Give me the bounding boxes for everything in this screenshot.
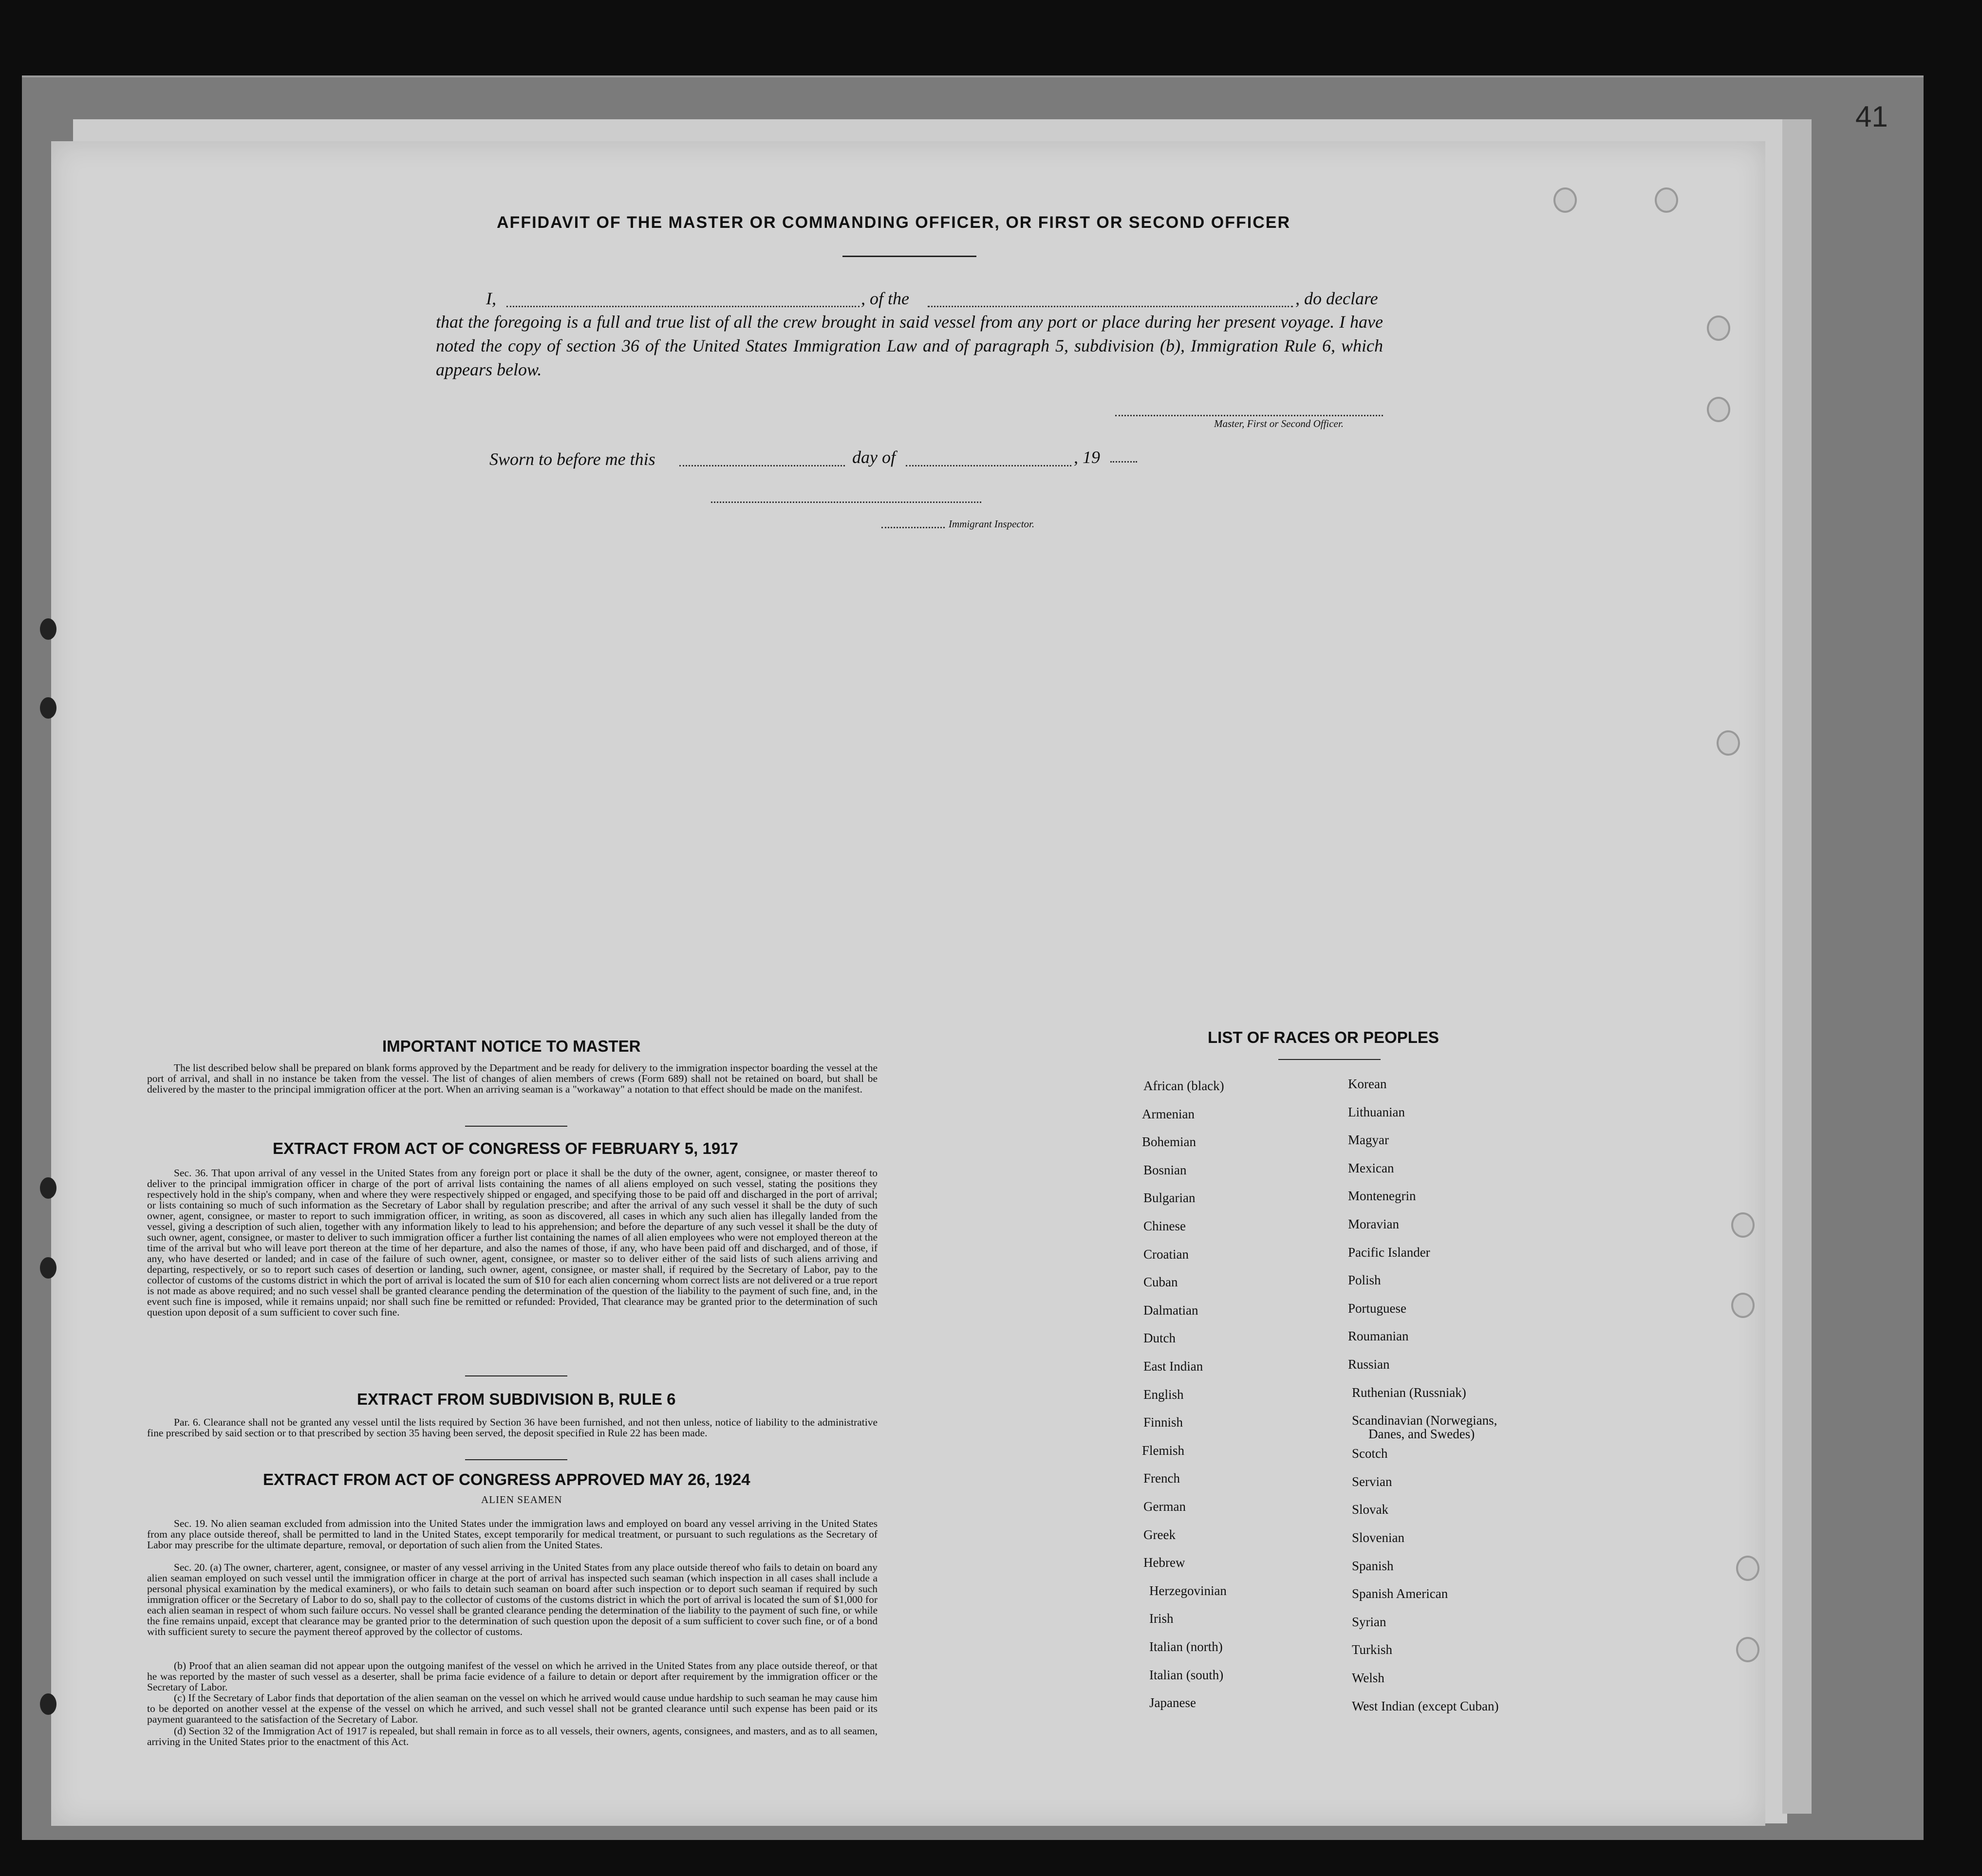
extract-1917-text: Sec. 36. That upon arrival of any vessel in the United States from any foreign port or place it shall be the duty of the owner, agent, consignee, or master thereof to deliver to the principal immigration officer in charge of the port of arrival lists containing the names of all aliens employed on such vessel, stating the positions they respectively hold in the ship's company, when and where they were respectively shipped or engaged, and specifying those to be paid off and discharged in the port of arrival; or lists containing so much of such information as the Secretary of Labor shall by regulation prescribe; and after the arrival of any such vessel it shall be the duty of such owner, agent, consignee, or master to report to such immigration officer, in writing, as soon as discovered, all cases in which any such alien has illegally landed from the vessel, giving a description of such alien, together with any information likely to lead to his apprehension; and before the departure of any such vessel it shall be the duty of such owner, agent, consignee, or master to deliver to such immigration officer a further list containing the names of all alien employees who were not employed thereon at the time of the arrival but who will leave port thereon at the time of her departure, and also the names of those, if any, who have been paid off and discharged, and of those, if any, who have deserted or landed; and in case of the failure of such owner, agent, consignee, or master so to deliver either of the said lists of such aliens arriving and departing, respectively, or so to report such cases of desertion or landing, such owner, agent, consignee, or master shall, if required by the Secretary of Labor, pay to the collector of customs of the customs district in which the port of arrival is located the sum of $10 for each alien concerning whom correct lists are not delivered or a true report is not made as above required; and no such vessel shall be granted clearance pending the determination of the question of the liability to the payment of such fine, and, in the event such fine is imposed, while it remains unpaid; nor shall such fine be remitted or refunded: Provided, That clearance may be granted prior to the determination of such question upon deposit of a sum sufficient to cover such fine. <box>147 1167 878 1318</box>
inspector-signature-blank[interactable] <box>711 502 981 503</box>
race-item: Italian (south) <box>1149 1667 1224 1682</box>
signature-blank[interactable] <box>1115 415 1383 416</box>
race-item: Slovenian <box>1352 1530 1404 1545</box>
notice-title: IMPORTANT NOTICE TO MASTER <box>382 1037 641 1055</box>
punch-hole <box>1707 397 1730 422</box>
divider <box>1278 1059 1381 1060</box>
punch-hole <box>1655 187 1678 213</box>
extract-rule6-text: Par. 6. Clearance shall not be granted any vessel until the lists required by Section 36 have been furnished, and not then unless, notice of liability to the administrative fine prescribed by said section or to that prescribed by section 35 having been served, the deposit specified in Rule 22 has been made. <box>147 1416 878 1439</box>
sec-20c-text: (c) If the Secretary of Labor finds that deportation of the alien seaman on the vessel on which he arrived would cause undue hardship to such seaman he may cause him to be deported on another vessel at the expense of the vessel on which he arrived, and such vessel shall not be granted clearance until such expense has been paid or its payment guaranteed to the satisfaction of the Secretary of Labor. <box>147 1692 878 1725</box>
inspector-blank[interactable] <box>881 527 945 528</box>
race-item: Japanese <box>1149 1695 1196 1710</box>
sheet-edge <box>1782 119 1812 1814</box>
divider <box>465 1459 567 1460</box>
notice-text: The list described below shall be prepared on blank forms approved by the Department and be ready for delivery to the immigration inspector boarding the vessel at the port of arrival, and shall in no instance be taken from the vessel. The list of changes of alien members of crews (Form 689) shall not be retained on board, but shall be delivered by the master to the principal immigration officer at the port. When an arriving seaman is a "workaway" a notation to that effect should be made on the manifest. <box>147 1062 878 1095</box>
extract-1917-title: EXTRACT FROM ACT OF CONGRESS OF FEBRUARY 5, 1917 <box>273 1139 738 1157</box>
race-item: Dutch <box>1143 1331 1176 1346</box>
punch-hole <box>1553 187 1577 213</box>
punch-hole <box>1731 1293 1755 1318</box>
race-item: Bulgarian <box>1143 1190 1196 1206</box>
race-item: Russian <box>1348 1357 1390 1372</box>
punch-hole <box>40 1257 56 1279</box>
race-item: Greek <box>1143 1527 1176 1542</box>
race-item: Bosnian <box>1143 1162 1187 1177</box>
day-of-label: day of <box>852 447 896 467</box>
year-blank[interactable] <box>1110 461 1137 463</box>
punch-hole <box>1707 316 1730 341</box>
race-item: Herzegovinian <box>1149 1583 1227 1598</box>
race-item: German <box>1143 1499 1186 1514</box>
race-item: Ruthenian (Russniak) <box>1352 1385 1466 1400</box>
race-item: Korean <box>1348 1077 1387 1091</box>
race-item: Servian <box>1352 1474 1392 1489</box>
affidavit-declare-label: , do declare <box>1295 289 1378 308</box>
extract-1924-subtitle: ALIEN SEAMEN <box>481 1494 562 1505</box>
inspector-label: Immigrant Inspector. <box>949 518 1035 530</box>
race-item: Welsh <box>1352 1671 1384 1685</box>
race-item: Spanish American <box>1352 1586 1448 1601</box>
race-item: Turkish <box>1352 1642 1393 1657</box>
race-item: French <box>1143 1471 1180 1486</box>
divider <box>842 256 976 257</box>
signature-label: Master, First or Second Officer. <box>1214 418 1344 429</box>
affidavit-body: that the foregoing is a full and true list of all the crew brought in said vessel from any port or place during her present voyage. I have noted the copy of section 36 of the United States Immigration Law and of paragraph 5, subdivision (b), Immigration Rule 6, which appears below. <box>436 312 1383 379</box>
punch-hole <box>1717 730 1740 756</box>
sec-19-text: Sec. 19. No alien seaman excluded from admission into the United States under the immigration laws and employed on board any vessel arriving in the United States from any place outside thereof, shall be permitted to land in the United States, except temporarily for medical treatment, or pursuant to such regulations as the Secretary of Labor may prescribe for the ultimate departure, removal, or deportation of such alien from the United States. <box>147 1518 878 1551</box>
race-item: Scandinavian (Norwegians, <box>1352 1413 1497 1428</box>
extract-rule6-title: EXTRACT FROM SUBDIVISION B, RULE 6 <box>357 1390 676 1408</box>
race-item: African (black) <box>1143 1078 1224 1093</box>
race-item: Moravian <box>1348 1217 1399 1231</box>
page-number-mark: 41 <box>1855 100 1888 133</box>
punch-hole <box>40 697 56 719</box>
sec-20a-text: Sec. 20. (a) The owner, charterer, agent, consignee, or master of any vessel arriving in the United States from any place outside thereof who fails to detain on board any alien seaman employed on such vessel until the immigration officer in charge at the port of arrival has inspected such seaman (which inspection in all cases shall include a personal physical examination by the medical examiners), or who fails to detain such seaman on board after such inspection or to deport such seaman if required by such immigration officer or the Secretary of Labor to do so, shall pay to the collector of customs of the customs district in which the port of arrival is located the sum of $1,000 for each alien seaman in respect of whom such failure occurs. No vessel shall be granted clearance pending the determination of the liability to the payment of such fine, or while the fine remains unpaid, except that clearance may be granted prior to the determination of such question upon the deposit of a sum sufficient to cover such fine, or of a bond with sufficient surety to secure the payment thereof approved by the collector of customs. <box>147 1561 878 1637</box>
race-item: West Indian (except Cuban) <box>1352 1698 1499 1713</box>
day-blank[interactable] <box>679 465 845 466</box>
punch-hole <box>1736 1556 1759 1581</box>
race-item: Montenegrin <box>1348 1189 1416 1204</box>
punch-hole <box>1731 1212 1755 1238</box>
punch-hole <box>40 1693 56 1715</box>
month-blank[interactable] <box>906 465 1071 466</box>
divider <box>465 1126 567 1127</box>
name-blank[interactable] <box>506 306 860 307</box>
race-item: Lithuanian <box>1348 1104 1405 1119</box>
affidavit-i-label: I, <box>486 289 496 308</box>
vessel-blank[interactable] <box>928 306 1293 307</box>
race-item: Italian (north) <box>1149 1639 1223 1654</box>
race-item: Syrian <box>1352 1614 1386 1629</box>
race-item: Roumanian <box>1348 1329 1409 1344</box>
sec-20d-text: (d) Section 32 of the Immigration Act of 1917 is repealed, but shall remain in force as to all vessels, their owners, agents, consignees, and masters, and as to all seamen, arriving in the United States prior to the enactment of this Act. <box>147 1725 878 1747</box>
extract-1924-title: EXTRACT FROM ACT OF CONGRESS APPROVED MAY 26, 1924 <box>263 1470 750 1488</box>
race-item: Finnish <box>1143 1415 1183 1430</box>
race-item: Hebrew <box>1143 1555 1185 1570</box>
divider <box>465 1375 567 1376</box>
race-item: Polish <box>1348 1273 1381 1288</box>
races-title: LIST OF RACES OR PEOPLES <box>1208 1028 1439 1046</box>
race-item: Dalmatian <box>1143 1302 1198 1318</box>
race-item: Irish <box>1149 1611 1174 1626</box>
race-item: Flemish <box>1142 1443 1185 1458</box>
race-item: Cuban <box>1143 1275 1178 1290</box>
race-item: Danes, and Swedes) <box>1368 1427 1475 1442</box>
race-item: Croatian <box>1143 1246 1189 1262</box>
race-item: East Indian <box>1143 1359 1203 1374</box>
race-item: Portuguese <box>1348 1300 1406 1316</box>
sec-20b-text: (b) Proof that an alien seaman did not appear upon the outgoing manifest of the vessel on which he arrived in the United States from any place outside thereof, or that he was reported by the master of such vessel as a deserter, shall be prima facie evidence of a failure to detain or deport after requirement by the immigration officer or the Secretary of Labor. <box>147 1660 878 1693</box>
punch-hole <box>40 618 56 640</box>
year-label: , 19 <box>1074 447 1100 467</box>
affidavit-of-label: , of the <box>861 289 909 308</box>
sworn-label: Sworn to before me this <box>489 449 655 469</box>
punch-hole <box>40 1177 56 1199</box>
race-item: Scotch <box>1352 1446 1388 1461</box>
race-item: Spanish <box>1352 1558 1394 1573</box>
race-item: Pacific Islander <box>1348 1244 1430 1260</box>
race-item: Slovak <box>1352 1502 1389 1517</box>
punch-hole <box>1736 1637 1759 1662</box>
race-item: Chinese <box>1143 1219 1186 1233</box>
race-item: Magyar <box>1348 1133 1389 1148</box>
race-item: Armenian <box>1142 1106 1195 1121</box>
race-item: Mexican <box>1348 1160 1394 1175</box>
race-item: Bohemian <box>1142 1134 1196 1150</box>
affidavit-title: AFFIDAVIT OF THE MASTER OR COMMANDING OFFICER, OR FIRST OR SECOND OFFICER <box>497 213 1290 232</box>
race-item: English <box>1143 1387 1184 1402</box>
